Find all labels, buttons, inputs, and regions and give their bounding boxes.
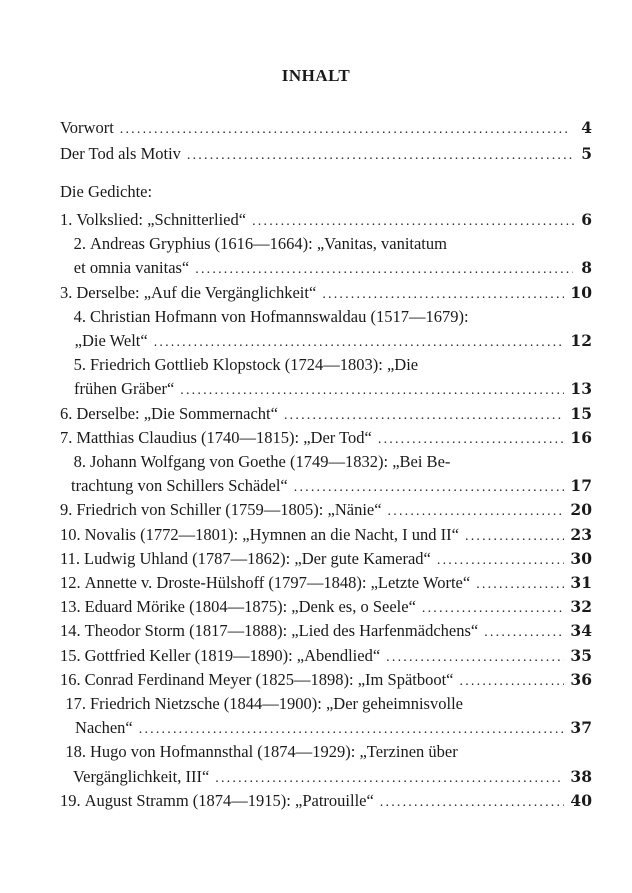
toc-page-number: 34 (570, 621, 592, 640)
toc-entry (60, 596, 592, 618)
toc-entry-number: 3. (60, 283, 73, 302)
toc-entry-title: Friedrich Nietzsche (1844—1900): „Der geheimnisvolle (90, 694, 463, 713)
leader-dots (154, 332, 565, 354)
toc-entry-title: Nachen“ (75, 718, 133, 737)
toc-entry-title: Hugo von Hofmannsthal (1874—1929): „Terzinen über (90, 742, 458, 761)
toc-page-number: 23 (570, 525, 592, 544)
toc-entry-title: Christian Hofmann von Hofmannswaldau (1517—1679): (90, 307, 469, 326)
leader-dots (139, 719, 565, 741)
toc-entry-title: Friedrich Gottlieb Klopstock (1724—1803): „Die (90, 355, 419, 374)
toc-entry (60, 427, 592, 449)
toc-page-number: 37 (570, 718, 592, 737)
toc-entry-vorwort (60, 117, 592, 139)
toc-entry (60, 693, 592, 715)
leader-dots (386, 647, 564, 669)
toc-page-number: 4 (581, 118, 592, 137)
leader-dots (422, 598, 565, 620)
toc-entry-number: 14. (60, 621, 81, 640)
toc-entry-title: August Stramm (1874—1915): „Patrouille“ (84, 791, 374, 810)
toc-entry-title: frühen Gräber“ (73, 379, 175, 398)
toc-entry (60, 790, 592, 812)
toc-page-number: 20 (570, 500, 592, 519)
leader-dots (378, 429, 565, 451)
toc-entry-number: 18. (65, 742, 86, 761)
toc-entry (60, 354, 592, 376)
toc-entry-number: 16. (60, 670, 81, 689)
toc-entry-title: Ludwig Uhland (1787—1862): „Der gute Kamerad“ (84, 549, 431, 568)
toc-entry (60, 403, 592, 425)
toc-page-number: 16 (570, 428, 592, 447)
leader-dots (294, 477, 565, 499)
toc-page-number: 6 (581, 210, 592, 229)
toc-entry-title: Friedrich von Schiller (1759—1805): „Nänie“ (76, 500, 382, 519)
toc-entry-number: 8. (73, 452, 86, 471)
leader-dots (284, 405, 564, 427)
toc-entry-title: trachtung von Schillers Schädel“ (71, 476, 288, 495)
toc-entry-number: 11. (60, 549, 81, 568)
toc-entry-title: Derselbe: „Auf die Vergänglichkeit“ (76, 283, 317, 302)
toc-entry-title: Johann Wolfgang von Goethe (1749—1832): „Bei Be- (90, 452, 451, 471)
leader-dots (215, 768, 564, 790)
toc-entry-number: 15. (60, 646, 81, 665)
toc-entry-title: Vorwort (60, 118, 114, 137)
toc-entry-title: Theodor Storm (1817—1888): „Lied des Harfenmädchens“ (84, 621, 479, 640)
toc-entry-number: 17. (65, 694, 86, 713)
toc-entry-number: 2. (73, 234, 86, 253)
section-label: Die Gedichte: (60, 182, 153, 201)
toc-entry-tod-als-motiv (60, 143, 592, 165)
toc-entry-number: 10. (60, 525, 81, 544)
toc-entry (60, 620, 592, 642)
leader-dots (476, 574, 564, 596)
toc-entry (60, 451, 592, 473)
toc-entry-number: 4. (73, 307, 86, 326)
toc-page-number: 30 (570, 549, 592, 568)
toc-page-number: 12 (570, 331, 592, 350)
toc-page-number: 15 (570, 404, 592, 423)
toc-entry-title: Volkslied: „Schnitterlied“ (76, 210, 247, 229)
leader-dots (460, 671, 565, 693)
toc-entry (60, 524, 592, 546)
toc-entry-title: Matthias Claudius (1740—1815): „Der Tod“ (76, 428, 372, 447)
toc-entry (60, 548, 592, 570)
leader-dots (187, 145, 573, 167)
toc-entry (60, 645, 592, 667)
toc-entry-title: et omnia vanitas“ (73, 258, 190, 277)
toc-entry (60, 572, 592, 594)
toc-page-number: 8 (581, 258, 592, 277)
leader-dots (322, 284, 564, 306)
toc-entry (60, 306, 592, 328)
toc-entry-number: 13. (60, 597, 81, 616)
toc-entry-title: Gottfried Keller (1819—1890): „Abendlied“ (84, 646, 381, 665)
toc-entry-title: Conrad Ferdinand Meyer (1825—1898): „Im Spätboot“ (84, 670, 454, 689)
toc-entry-title: Derselbe: „Die Sommernacht“ (76, 404, 278, 423)
toc-entry-number: 12. (60, 573, 81, 592)
leader-dots (252, 211, 575, 233)
toc-entry-number: 19. (60, 791, 81, 810)
toc-entry (60, 741, 592, 763)
toc-entry (60, 669, 592, 691)
toc-entry-title: Andreas Gryphius (1616—1664): „Vanitas, vanitatum (90, 234, 447, 253)
toc-entry-continuation (60, 330, 592, 352)
toc-entry-continuation (60, 475, 592, 497)
toc-entry-number: 1. (60, 210, 73, 229)
toc-entry-title: Eduard Mörike (1804—1875): „Denk es, o Seele“ (84, 597, 416, 616)
leader-dots (195, 259, 573, 281)
toc-entry-title: Annette v. Droste-Hülshoff (1797—1848): „Letzte Worte“ (84, 573, 471, 592)
toc-entry-title: Der Tod als Motiv (60, 144, 181, 163)
leader-dots (484, 622, 564, 644)
leader-dots (465, 526, 564, 548)
toc-entry (60, 282, 592, 304)
toc-page-number: 5 (581, 144, 592, 163)
page-title: INHALT (281, 66, 351, 85)
toc-page-number: 10 (570, 283, 592, 302)
leader-dots (380, 792, 565, 814)
leader-dots (388, 501, 565, 523)
toc-entry-number: 5. (73, 355, 86, 374)
toc-entry-continuation (60, 257, 592, 279)
toc-entry-title: Vergänglichkeit, III“ (73, 767, 210, 786)
toc-entry (60, 209, 592, 231)
toc-page-number: 38 (570, 767, 592, 786)
toc-entry-number: 6. (60, 404, 73, 423)
toc-entry-number: 9. (60, 500, 73, 519)
leader-dots (180, 380, 564, 402)
leader-dots (437, 550, 565, 572)
toc-page-number: 31 (570, 573, 592, 592)
toc-page-number: 40 (570, 791, 592, 810)
toc-entry-continuation (60, 766, 592, 788)
toc-page-number: 35 (570, 646, 592, 665)
toc-page-number: 32 (570, 597, 592, 616)
toc-entry-title: „Die Welt“ (74, 331, 148, 350)
toc-entry-number: 7. (60, 428, 73, 447)
toc-page-number: 17 (570, 476, 592, 495)
leader-dots (120, 119, 571, 141)
toc-entry (60, 233, 592, 255)
toc-page-number: 13 (570, 379, 592, 398)
toc-entry (60, 499, 592, 521)
toc-page-number: 36 (570, 670, 592, 689)
toc-entry-continuation (60, 717, 592, 739)
toc-entry-title: Novalis (1772—1801): „Hymnen an die Nacht, I und II“ (84, 525, 459, 544)
toc-entry-continuation (60, 378, 592, 400)
